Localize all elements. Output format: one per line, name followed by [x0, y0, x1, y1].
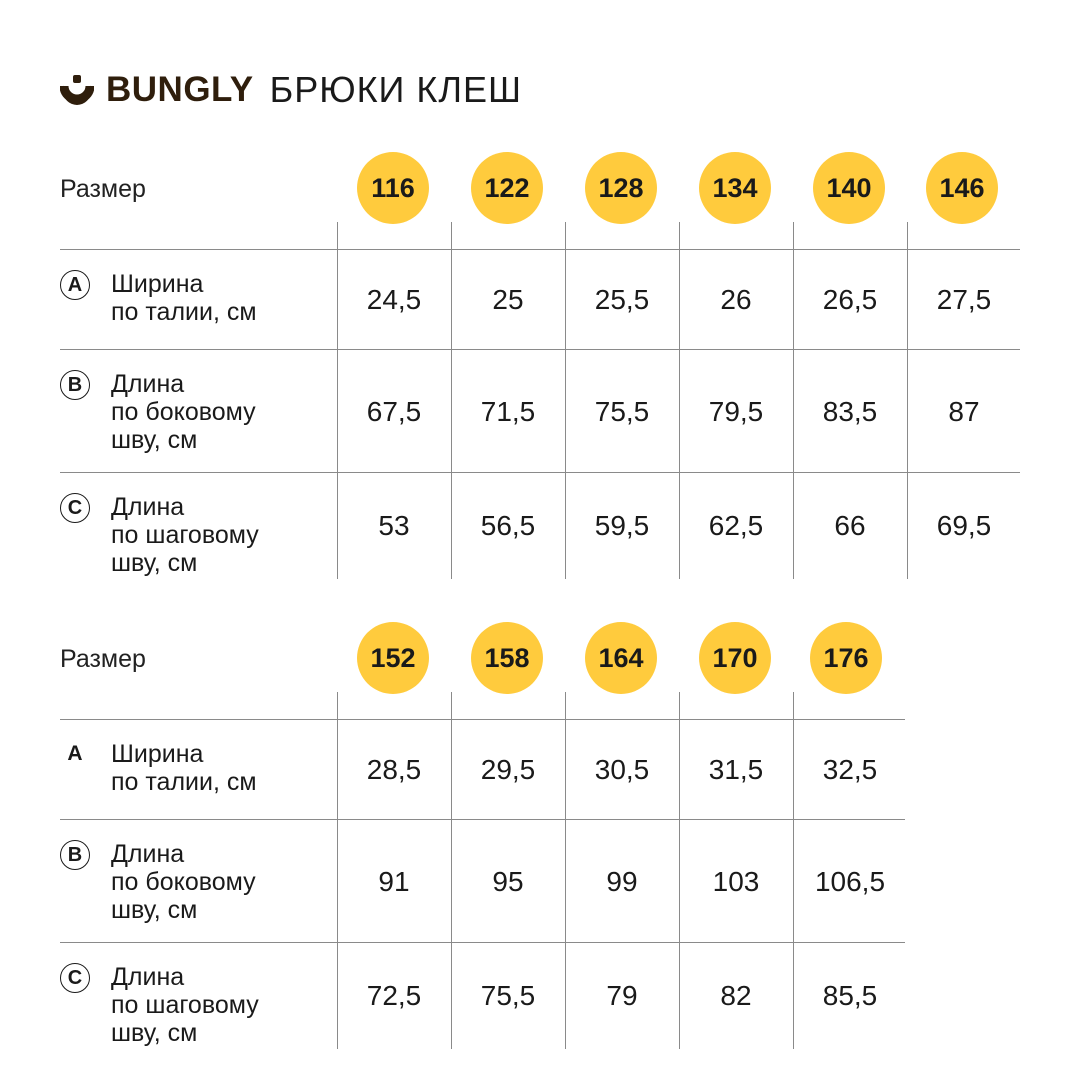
- size-badge: 152: [357, 622, 429, 694]
- table-cell: 71,5: [480, 395, 536, 427]
- size-table-1: [60, 150, 1020, 579]
- table-cell: 56,5: [480, 510, 536, 541]
- row-label: Ширина по талии, см: [111, 270, 257, 326]
- column-divider: [793, 222, 794, 250]
- table-cell: 85,5: [822, 980, 878, 1011]
- table-cell: 66: [834, 510, 866, 541]
- table-cell: 53: [378, 510, 410, 541]
- table-cell: 95: [492, 865, 524, 897]
- table-cell: 31,5: [708, 754, 764, 785]
- table-cell: 82: [720, 980, 752, 1011]
- table-cell: 99: [606, 865, 638, 897]
- table-cell: 25,5: [594, 284, 650, 315]
- size-label: Размер: [60, 645, 146, 673]
- table-cell: 26,5: [822, 284, 878, 315]
- table-cell: 29,5: [480, 754, 536, 785]
- page-header: [60, 66, 522, 114]
- table-row: [60, 720, 905, 820]
- table-cell: 26: [720, 284, 752, 315]
- column-divider: [337, 222, 338, 250]
- table-row: [60, 943, 905, 1049]
- table-row: [60, 250, 1020, 350]
- column-divider: [679, 222, 680, 250]
- table-cell: 27,5: [936, 284, 992, 315]
- size-label: Размер: [60, 175, 146, 203]
- table-cell: 62,5: [708, 510, 764, 541]
- table-cell: 72,5: [366, 980, 422, 1011]
- table-cell: 79,5: [708, 395, 764, 427]
- column-divider: [679, 692, 680, 720]
- table-cell: 59,5: [594, 510, 650, 541]
- letter-c-badge: C: [60, 963, 90, 993]
- row-label: Длина по шаговому шву, см: [111, 493, 259, 577]
- size-badge: 140: [813, 152, 885, 224]
- table-cell: 87: [948, 395, 980, 427]
- size-badge: 176: [810, 622, 882, 694]
- table-cell: 79: [606, 980, 638, 1011]
- table-row: [60, 473, 1020, 579]
- table-cell: 28,5: [366, 754, 422, 785]
- size-badge: 158: [471, 622, 543, 694]
- column-divider: [565, 692, 566, 720]
- brand-name: BUNGLY: [106, 70, 254, 109]
- column-divider: [907, 222, 908, 250]
- column-divider: [451, 692, 452, 720]
- column-divider: [793, 692, 794, 720]
- table-cell: 69,5: [936, 510, 992, 541]
- table-cell: 75,5: [594, 395, 650, 427]
- size-badge: 146: [926, 152, 998, 224]
- table-row: [60, 350, 1020, 473]
- row-label: Длина по боковому шву, см: [111, 840, 256, 924]
- table-row: [60, 820, 905, 943]
- table-cell: 24,5: [366, 284, 422, 315]
- letter-b-badge: B: [60, 370, 90, 400]
- letter-a-label: A: [67, 742, 83, 765]
- product-title: БРЮКИ КЛЕШ: [269, 69, 523, 110]
- table-cell: 103: [712, 865, 760, 897]
- letter-a-badge: A: [60, 270, 90, 300]
- table-cell: 91: [378, 865, 410, 897]
- column-divider: [565, 222, 566, 250]
- row-label: Длина по шаговому шву, см: [111, 963, 259, 1047]
- table-cell: 83,5: [822, 395, 878, 427]
- table-cell: 32,5: [822, 754, 878, 785]
- size-header-row: [60, 150, 1020, 250]
- table-cell: 67,5: [366, 395, 422, 427]
- size-badge: 122: [471, 152, 543, 224]
- size-badge: 164: [585, 622, 657, 694]
- table-cell: 106,5: [814, 865, 886, 897]
- size-badge: 170: [699, 622, 771, 694]
- row-label: Ширина по талии, см: [111, 740, 257, 796]
- column-divider: [337, 692, 338, 720]
- letter-c-badge: C: [60, 493, 90, 523]
- table-cell: 30,5: [594, 754, 650, 785]
- table-cell: 25: [492, 284, 524, 315]
- bungly-logo-icon: [60, 73, 94, 107]
- size-table-2: [60, 620, 905, 1049]
- size-badge: 116: [357, 152, 429, 224]
- size-header-row: [60, 620, 905, 720]
- size-badge: 128: [585, 152, 657, 224]
- row-label: Длина по боковому шву, см: [111, 370, 256, 454]
- column-divider: [451, 222, 452, 250]
- letter-b-badge: B: [60, 840, 90, 870]
- size-badge: 134: [699, 152, 771, 224]
- table-cell: 75,5: [480, 980, 536, 1011]
